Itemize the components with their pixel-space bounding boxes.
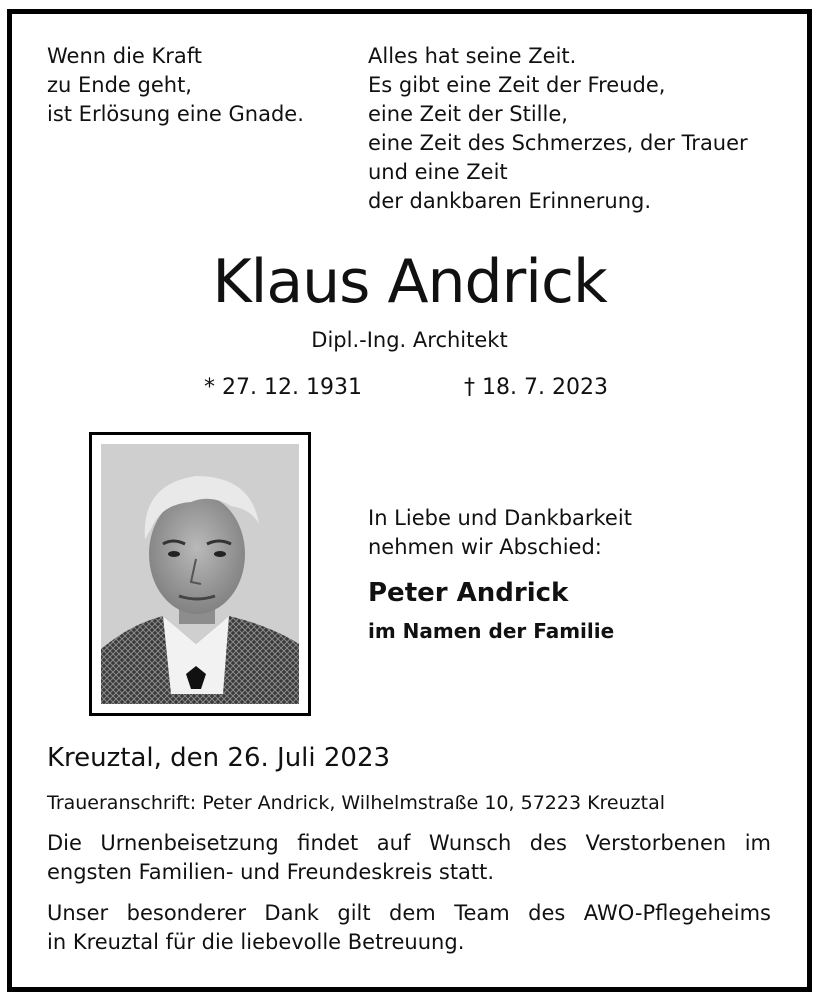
left-verse [47, 42, 304, 129]
portrait-illustration [101, 444, 299, 704]
signer-name: Peter Andrick [368, 578, 569, 608]
birth-date: * 27. 12. 1931 [204, 375, 362, 400]
portrait-photo [101, 444, 299, 704]
right-verse-line: der dankbaren Erinnerung. [368, 189, 652, 213]
deceased-name: Klaus Andrick [212, 247, 607, 317]
left-verse-line: ist Erlösung eine Gnade. [47, 102, 304, 126]
portrait-frame [89, 432, 311, 716]
thanks-line: in Kreuztal für die liebevolle Betreuung. [47, 930, 465, 954]
burial-note-line: engsten Familien- und Freundeskreis statt. [47, 860, 495, 884]
left-verse-line: Wenn die Kraft [47, 44, 203, 68]
right-verse-line: eine Zeit der Stille, [368, 102, 568, 126]
signer-note: im Namen der Familie [368, 619, 615, 643]
right-verse-line: und eine Zeit [368, 160, 508, 184]
right-verse-line: Es gibt eine Zeit der Freude, [368, 73, 666, 97]
farewell-line: nehmen wir Abschied: [368, 535, 602, 559]
burial-note [47, 829, 771, 887]
farewell-line: In Liebe und Dankbarkeit [368, 506, 632, 530]
thanks-note [47, 899, 771, 957]
right-verse [368, 42, 748, 216]
death-date: † 18. 7. 2023 [464, 375, 608, 400]
mourning-address: Traueranschrift: Peter Andrick, Wilhelmstraße 10, 57223 Kreuztal [47, 792, 666, 814]
place-date: Kreuztal, den 26. Juli 2023 [47, 743, 391, 773]
farewell-text [368, 504, 632, 562]
right-verse-line: eine Zeit des Schmerzes, der Trauer [368, 131, 748, 155]
thanks-line: Unser besonderer Dank gilt dem Team des AWO-Pflegeheims [47, 901, 771, 925]
right-verse-line: Alles hat seine Zeit. [368, 44, 577, 68]
burial-note-line: Die Urnenbeisetzung findet auf Wunsch des Verstorbenen im [47, 831, 771, 855]
left-verse-line: zu Ende geht, [47, 73, 192, 97]
deceased-title: Dipl.-Ing. Architekt [311, 328, 508, 352]
